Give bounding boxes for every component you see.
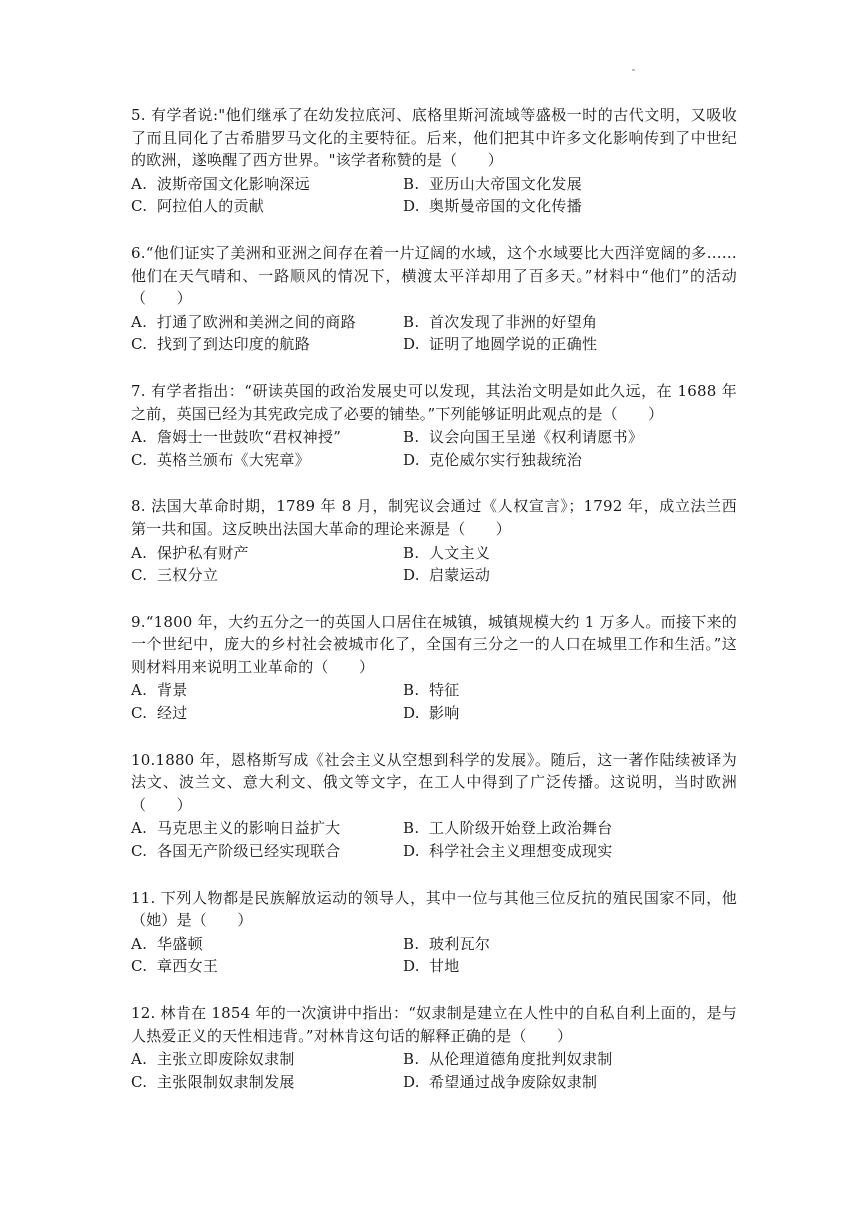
option-grid — [131, 173, 737, 218]
option-text: 背景 — [157, 681, 188, 700]
question-9 — [131, 611, 737, 725]
option-b[interactable] — [403, 1048, 737, 1071]
option-letter: D. — [403, 566, 420, 585]
option-text: 甘地 — [429, 957, 460, 976]
option-b[interactable] — [403, 933, 737, 956]
option-d[interactable] — [403, 955, 737, 978]
option-letter: A. — [131, 819, 148, 838]
option-text: 议会向国王呈递《权利请愿书》 — [429, 428, 644, 447]
question-7 — [131, 380, 737, 471]
option-text: 从伦理道德角度批判奴隶制 — [429, 1050, 613, 1069]
option-letter: B. — [403, 819, 420, 838]
option-letter: B. — [403, 1050, 420, 1069]
option-text: 亚历山大帝国文化发展 — [429, 174, 583, 193]
option-text: 克伦威尔实行独裁统治 — [429, 450, 583, 469]
option-letter: B. — [403, 428, 420, 447]
option-grid — [131, 679, 737, 724]
option-c[interactable] — [131, 564, 403, 587]
option-letter: A. — [131, 428, 148, 447]
exam-page — [131, 104, 737, 1117]
option-letter: D. — [403, 335, 420, 354]
option-c[interactable] — [131, 333, 403, 356]
option-text: 特征 — [429, 681, 460, 700]
option-a[interactable] — [131, 173, 403, 196]
option-text: 保护私有财产 — [157, 543, 249, 562]
option-text: 主张立即废除奴隶制 — [157, 1050, 295, 1069]
option-letter: C. — [131, 957, 148, 976]
option-letter: A. — [131, 934, 148, 953]
option-c[interactable] — [131, 449, 403, 472]
option-letter: B. — [403, 174, 420, 193]
option-a[interactable] — [131, 1048, 403, 1071]
question-5 — [131, 104, 737, 218]
option-letter: B. — [403, 934, 420, 953]
option-b[interactable] — [403, 426, 737, 449]
option-letter: B. — [403, 312, 420, 331]
option-letter: D. — [403, 1072, 420, 1091]
option-letter: C. — [131, 335, 148, 354]
question-stem: 8. 法国大革命时期，1789 年 8 月，制宪议会通过《人权宣言》；1792 年，成立法兰西第一共和国。这反映出法国大革命的理论来源是（ ） — [131, 497, 737, 538]
option-d[interactable] — [403, 564, 737, 587]
question-stem: 5. 有学者说:"他们继承了在幼发拉底河、底格里斯河流域等盛极一时的古代文明，又吸收了而且同化了古希腊罗马文化的主要特征。后来，他们把其中许多文化影响传到了中世纪的欧洲，遂唤醒了西方世界。"该学者称赞的是（ ） — [131, 106, 737, 170]
option-letter: B. — [403, 681, 420, 700]
question-12 — [131, 1002, 737, 1093]
option-letter: A. — [131, 543, 148, 562]
option-letter: A. — [131, 681, 148, 700]
option-grid — [131, 426, 737, 471]
option-text: 首次发现了非洲的好望角 — [429, 312, 598, 331]
option-grid — [131, 311, 737, 356]
option-letter: A. — [131, 312, 148, 331]
option-a[interactable] — [131, 933, 403, 956]
option-letter: C. — [131, 1072, 148, 1091]
option-text: 奥斯曼帝国的文化传播 — [429, 197, 583, 216]
option-text: 找到了到达印度的航路 — [157, 335, 311, 354]
option-grid — [131, 933, 737, 978]
option-grid — [131, 542, 737, 587]
option-a[interactable] — [131, 311, 403, 334]
option-text: 希望通过战争废除奴隶制 — [429, 1072, 598, 1091]
option-text: 玻利瓦尔 — [429, 934, 491, 953]
option-letter: C. — [131, 197, 148, 216]
option-letter: C. — [131, 450, 148, 469]
option-letter: D. — [403, 957, 420, 976]
option-text: 主张限制奴隶制发展 — [157, 1072, 295, 1091]
option-d[interactable] — [403, 333, 737, 356]
option-c[interactable] — [131, 702, 403, 725]
option-d[interactable] — [403, 1071, 737, 1094]
question-stem: 9.“1800 年，大约五分之一的英国人口居住在城镇，城镇规模大约 1 万多人。而接下来的一个世纪中，庞大的乡村社会被城市化了，全国有三分之一的人口在城里工作和生活。”这则材料用来说明工业革命的（ ） — [131, 612, 737, 676]
option-b[interactable] — [403, 817, 737, 840]
option-c[interactable] — [131, 840, 403, 863]
option-d[interactable] — [403, 702, 737, 725]
option-text: 各国无产阶级已经实现联合 — [157, 842, 341, 861]
option-b[interactable] — [403, 173, 737, 196]
option-d[interactable] — [403, 195, 737, 218]
option-letter: D. — [403, 842, 420, 861]
option-text: 科学社会主义理想变成现实 — [429, 842, 613, 861]
option-d[interactable] — [403, 449, 737, 472]
option-text: 打通了欧洲和美洲之间的商路 — [157, 312, 356, 331]
option-c[interactable] — [131, 195, 403, 218]
option-letter: C. — [131, 842, 148, 861]
option-text: 证明了地圆学说的正确性 — [429, 335, 598, 354]
option-text: 波斯帝国文化影响深远 — [157, 174, 311, 193]
option-text: 人文主义 — [429, 543, 491, 562]
option-letter: D. — [403, 704, 420, 723]
option-letter: C. — [131, 704, 148, 723]
option-text: 启蒙运动 — [429, 566, 491, 585]
option-b[interactable] — [403, 311, 737, 334]
option-a[interactable] — [131, 679, 403, 702]
question-stem: 10.1880 年，恩格斯写成《社会主义从空想到科学的发展》。随后，这一著作陆续被译为法文、波兰文、意大利文、俄文等文字，在工人中得到了广泛传播。这说明，当时欧洲（ ） — [131, 750, 737, 814]
option-letter: A. — [131, 174, 148, 193]
option-text: 章西女王 — [157, 957, 219, 976]
question-stem: 6.“他们证实了美洲和亚洲之间存在着一片辽阔的水域，这个水域要比大西洋宽阔的多……他们在天气晴和、一路顺风的情况下，横渡太平洋却用了百多天。”材料中“他们”的活动（ ） — [131, 243, 737, 308]
option-d[interactable] — [403, 840, 737, 863]
option-text: 马克思主义的影响日益扩大 — [157, 819, 341, 838]
question-8 — [131, 495, 737, 586]
question-11 — [131, 887, 737, 978]
option-text: 工人阶级开始登上政治舞台 — [429, 819, 613, 838]
option-b[interactable] — [403, 542, 737, 565]
option-text: 影响 — [429, 704, 460, 723]
scan-dot-mark — [632, 69, 635, 71]
question-stem: 11. 下列人物都是民族解放运动的领导人，其中一位与其他三位反抗的殖民国家不同，他（她）是（ ） — [131, 888, 737, 930]
option-text: 经过 — [157, 704, 188, 723]
question-10 — [131, 749, 737, 863]
option-text: 华盛顿 — [157, 934, 203, 953]
option-letter: D. — [403, 197, 420, 216]
question-stem: 12. 林肯在 1854 年的一次演讲中指出：“奴隶制是建立在人性中的自私自利上面的，是与人热爱正义的天性相违背。”对林肯这句话的解释正确的是（ ） — [131, 1004, 737, 1045]
option-c[interactable] — [131, 1071, 403, 1094]
option-letter: A. — [131, 1050, 148, 1069]
option-letter: C. — [131, 566, 148, 585]
option-text: 阿拉伯人的贡献 — [157, 197, 265, 216]
option-letter: B. — [403, 543, 420, 562]
option-grid — [131, 817, 737, 862]
option-text: 三权分立 — [157, 566, 219, 585]
option-letter: D. — [403, 450, 420, 469]
option-text: 英格兰颁布《大宪章》 — [157, 450, 311, 469]
option-a[interactable] — [131, 542, 403, 565]
option-c[interactable] — [131, 955, 403, 978]
option-a[interactable] — [131, 817, 403, 840]
option-text: 詹姆士一世鼓吹“君权神授” — [157, 428, 342, 447]
option-a[interactable] — [131, 426, 403, 449]
option-grid — [131, 1048, 737, 1093]
option-b[interactable] — [403, 679, 737, 702]
question-stem: 7. 有学者指出：“研读英国的政治发展史可以发现，其法治文明是如此久远，在 1688 年之前，英国已经为其宪政完成了必要的铺垫。”下列能够证明此观点的是（ ） — [131, 381, 737, 423]
question-6 — [131, 242, 737, 356]
